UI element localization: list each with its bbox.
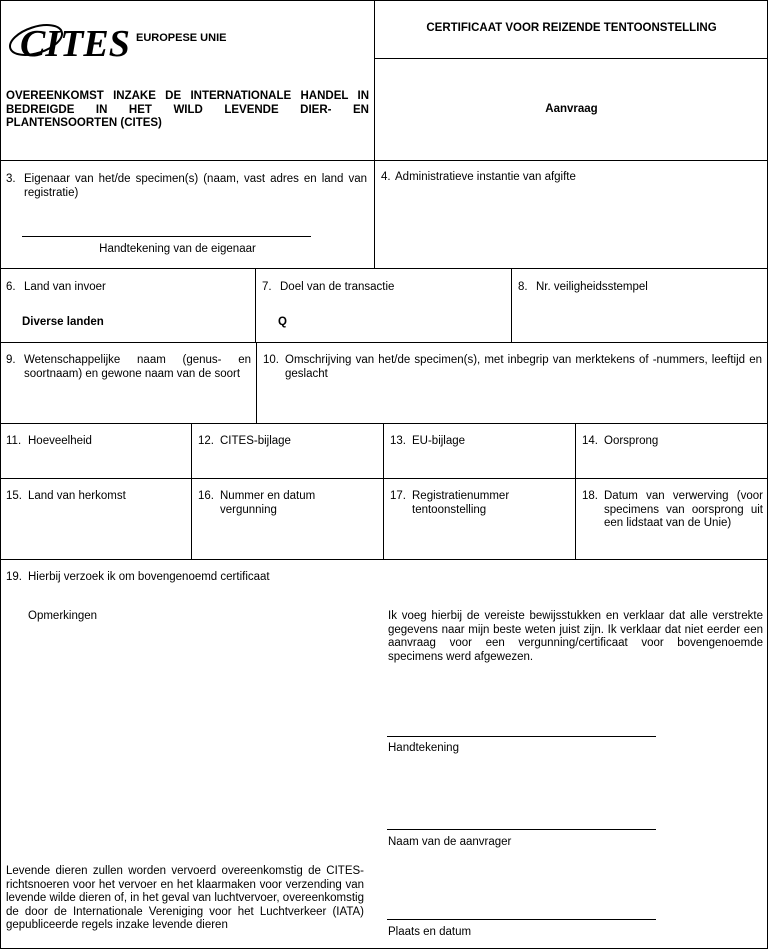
field-18-acquisition-date[interactable] <box>576 478 768 559</box>
field-17-block <box>390 490 540 517</box>
field-10-block <box>263 354 762 381</box>
field-9-scientific-name[interactable] <box>0 342 257 423</box>
field-19-request <box>0 559 768 949</box>
field-14-number: 14. <box>582 435 598 447</box>
field-11-quantity[interactable] <box>0 423 192 478</box>
field-12-label: CITES-bijlage <box>220 435 291 447</box>
field-14-block <box>582 435 762 449</box>
field-18-block <box>582 490 763 531</box>
header-right-cell <box>375 0 768 161</box>
field-7-value: Q <box>278 316 287 328</box>
field-15-number: 15. <box>6 490 22 502</box>
field-18-number: 18. <box>582 490 598 502</box>
applicant-name-line <box>387 829 656 830</box>
field-12-cites-appendix[interactable] <box>192 423 384 478</box>
field-4-authority[interactable] <box>375 160 768 268</box>
field-3-label: Eigenaar van het/de specimen(s) (naam, vast adres en land van registratie) <box>24 173 367 199</box>
field-13-block <box>390 435 570 449</box>
live-animals-note: Levende dieren zullen worden vervoerd overeenkomstig de CITES-richtsnoeren voor het vervoer en het klaarmaken voor verzending van levende wilde dieren of, in het geval van luchtvervoer, overeenkomstig de door de Internationale Vereniging voor het Luchtverkeer (IATA) gepubliceerde regels inzake levende dieren <box>6 865 364 931</box>
field-15-label: Land van herkomst <box>28 490 126 502</box>
owner-signature-caption: Handtekening van de eigenaar <box>99 243 256 255</box>
owner-signature-line <box>22 236 311 237</box>
field-4-label: Administratieve instantie van afgifte <box>395 171 576 183</box>
header-divider <box>375 58 768 59</box>
field-3-block <box>6 173 367 200</box>
signature-caption[interactable]: Handtekening <box>388 742 459 754</box>
field-16-label: Nummer en datum vergunning <box>220 490 316 516</box>
field-9-label: Wetenschappelijke naam (genus- en soortnaam) en gewone naam van de soort <box>24 354 251 380</box>
field-13-eu-annex[interactable] <box>384 423 576 478</box>
field-16-permit[interactable] <box>192 478 384 559</box>
header-left-cell <box>0 0 375 161</box>
declaration-text: Ik voeg hierbij de vereiste bewijsstukken en verklaar dat alle verstrekte gegevens naar mijn beste weten juist zijn. Ik verklaar dat niet eerder een aanvraag voor een vergunning/certificaat voor bovengenoemde specimens werd afgewezen. <box>388 610 763 663</box>
field-6-label: Land van invoer <box>24 281 106 293</box>
field-19-label: Hierbij verzoek ik om bovengenoemd certificaat <box>28 571 270 583</box>
field-14-label: Oorsprong <box>604 435 659 447</box>
place-date-caption[interactable]: Plaats en datum <box>388 926 472 938</box>
field-7-block <box>262 281 506 295</box>
field-16-number: 16. <box>198 490 214 502</box>
field-19-block <box>6 571 406 585</box>
field-8-label: Nr. veiligheidsstempel <box>536 281 648 293</box>
field-13-number: 13. <box>390 435 406 447</box>
signature-line <box>387 736 656 737</box>
field-3-number: 3. <box>6 173 16 185</box>
field-7-number: 7. <box>262 281 272 293</box>
field-12-block <box>198 435 378 449</box>
field-18-label: Datum van verwerving (voor specimens van oorsprong uit een lidstaat van de Unie) <box>604 490 763 529</box>
field-6-import-country[interactable] <box>0 268 256 342</box>
logo-text: CITES <box>20 23 130 65</box>
field-17-registration[interactable] <box>384 478 576 559</box>
field-8-number: 8. <box>518 281 528 293</box>
field-11-number: 11. <box>6 435 22 447</box>
remarks-label: Opmerkingen <box>28 610 98 622</box>
field-6-block <box>6 281 250 295</box>
field-15-block <box>6 490 186 504</box>
field-9-block <box>6 354 251 381</box>
field-4-number: 4. <box>381 171 391 183</box>
field-6-value: Diverse landen <box>22 316 104 328</box>
field-8-block <box>518 281 762 295</box>
union-name: EUROPESE UNIE <box>136 32 227 44</box>
convention-title: OVEREENKOMST INZAKE DE INTERNATIONALE HANDEL IN BEDREIGDE IN HET WILD LEVENDE DIER- EN PLANTENSOORTEN (CITES) <box>6 90 369 129</box>
field-7-purpose[interactable] <box>256 268 512 342</box>
field-8-stamp[interactable] <box>512 268 768 342</box>
field-7-label: Doel van de transactie <box>280 281 395 293</box>
field-3-owner[interactable] <box>0 160 375 268</box>
field-4-block <box>381 171 761 185</box>
certificate-title: CERTIFICAAT VOOR REIZENDE TENTOONSTELLING <box>426 22 717 34</box>
field-12-number: 12. <box>198 435 214 447</box>
field-17-number: 17. <box>390 490 406 502</box>
field-16-block <box>198 490 338 517</box>
place-date-line <box>387 919 656 920</box>
field-19-number: 19. <box>6 571 22 583</box>
field-17-label: Registratienummer tentoonstelling <box>412 490 510 516</box>
field-13-label: EU-bijlage <box>412 435 466 447</box>
field-9-number: 9. <box>6 354 16 366</box>
field-10-description[interactable] <box>257 342 768 423</box>
form-type: Aanvraag <box>545 103 598 115</box>
field-11-label: Hoeveelheid <box>28 435 92 447</box>
field-10-number: 10. <box>263 354 279 366</box>
applicant-name-caption[interactable]: Naam van de aanvrager <box>388 836 512 848</box>
field-10-label: Omschrijving van het/de specimen(s), met inbegrip van merktekens of -nummers, leeftijd en geslacht <box>285 354 762 380</box>
field-11-block <box>6 435 186 449</box>
field-14-origin[interactable] <box>576 423 768 478</box>
field-6-number: 6. <box>6 281 16 293</box>
cites-logo <box>4 10 130 68</box>
field-15-country-of-export[interactable] <box>0 478 192 559</box>
